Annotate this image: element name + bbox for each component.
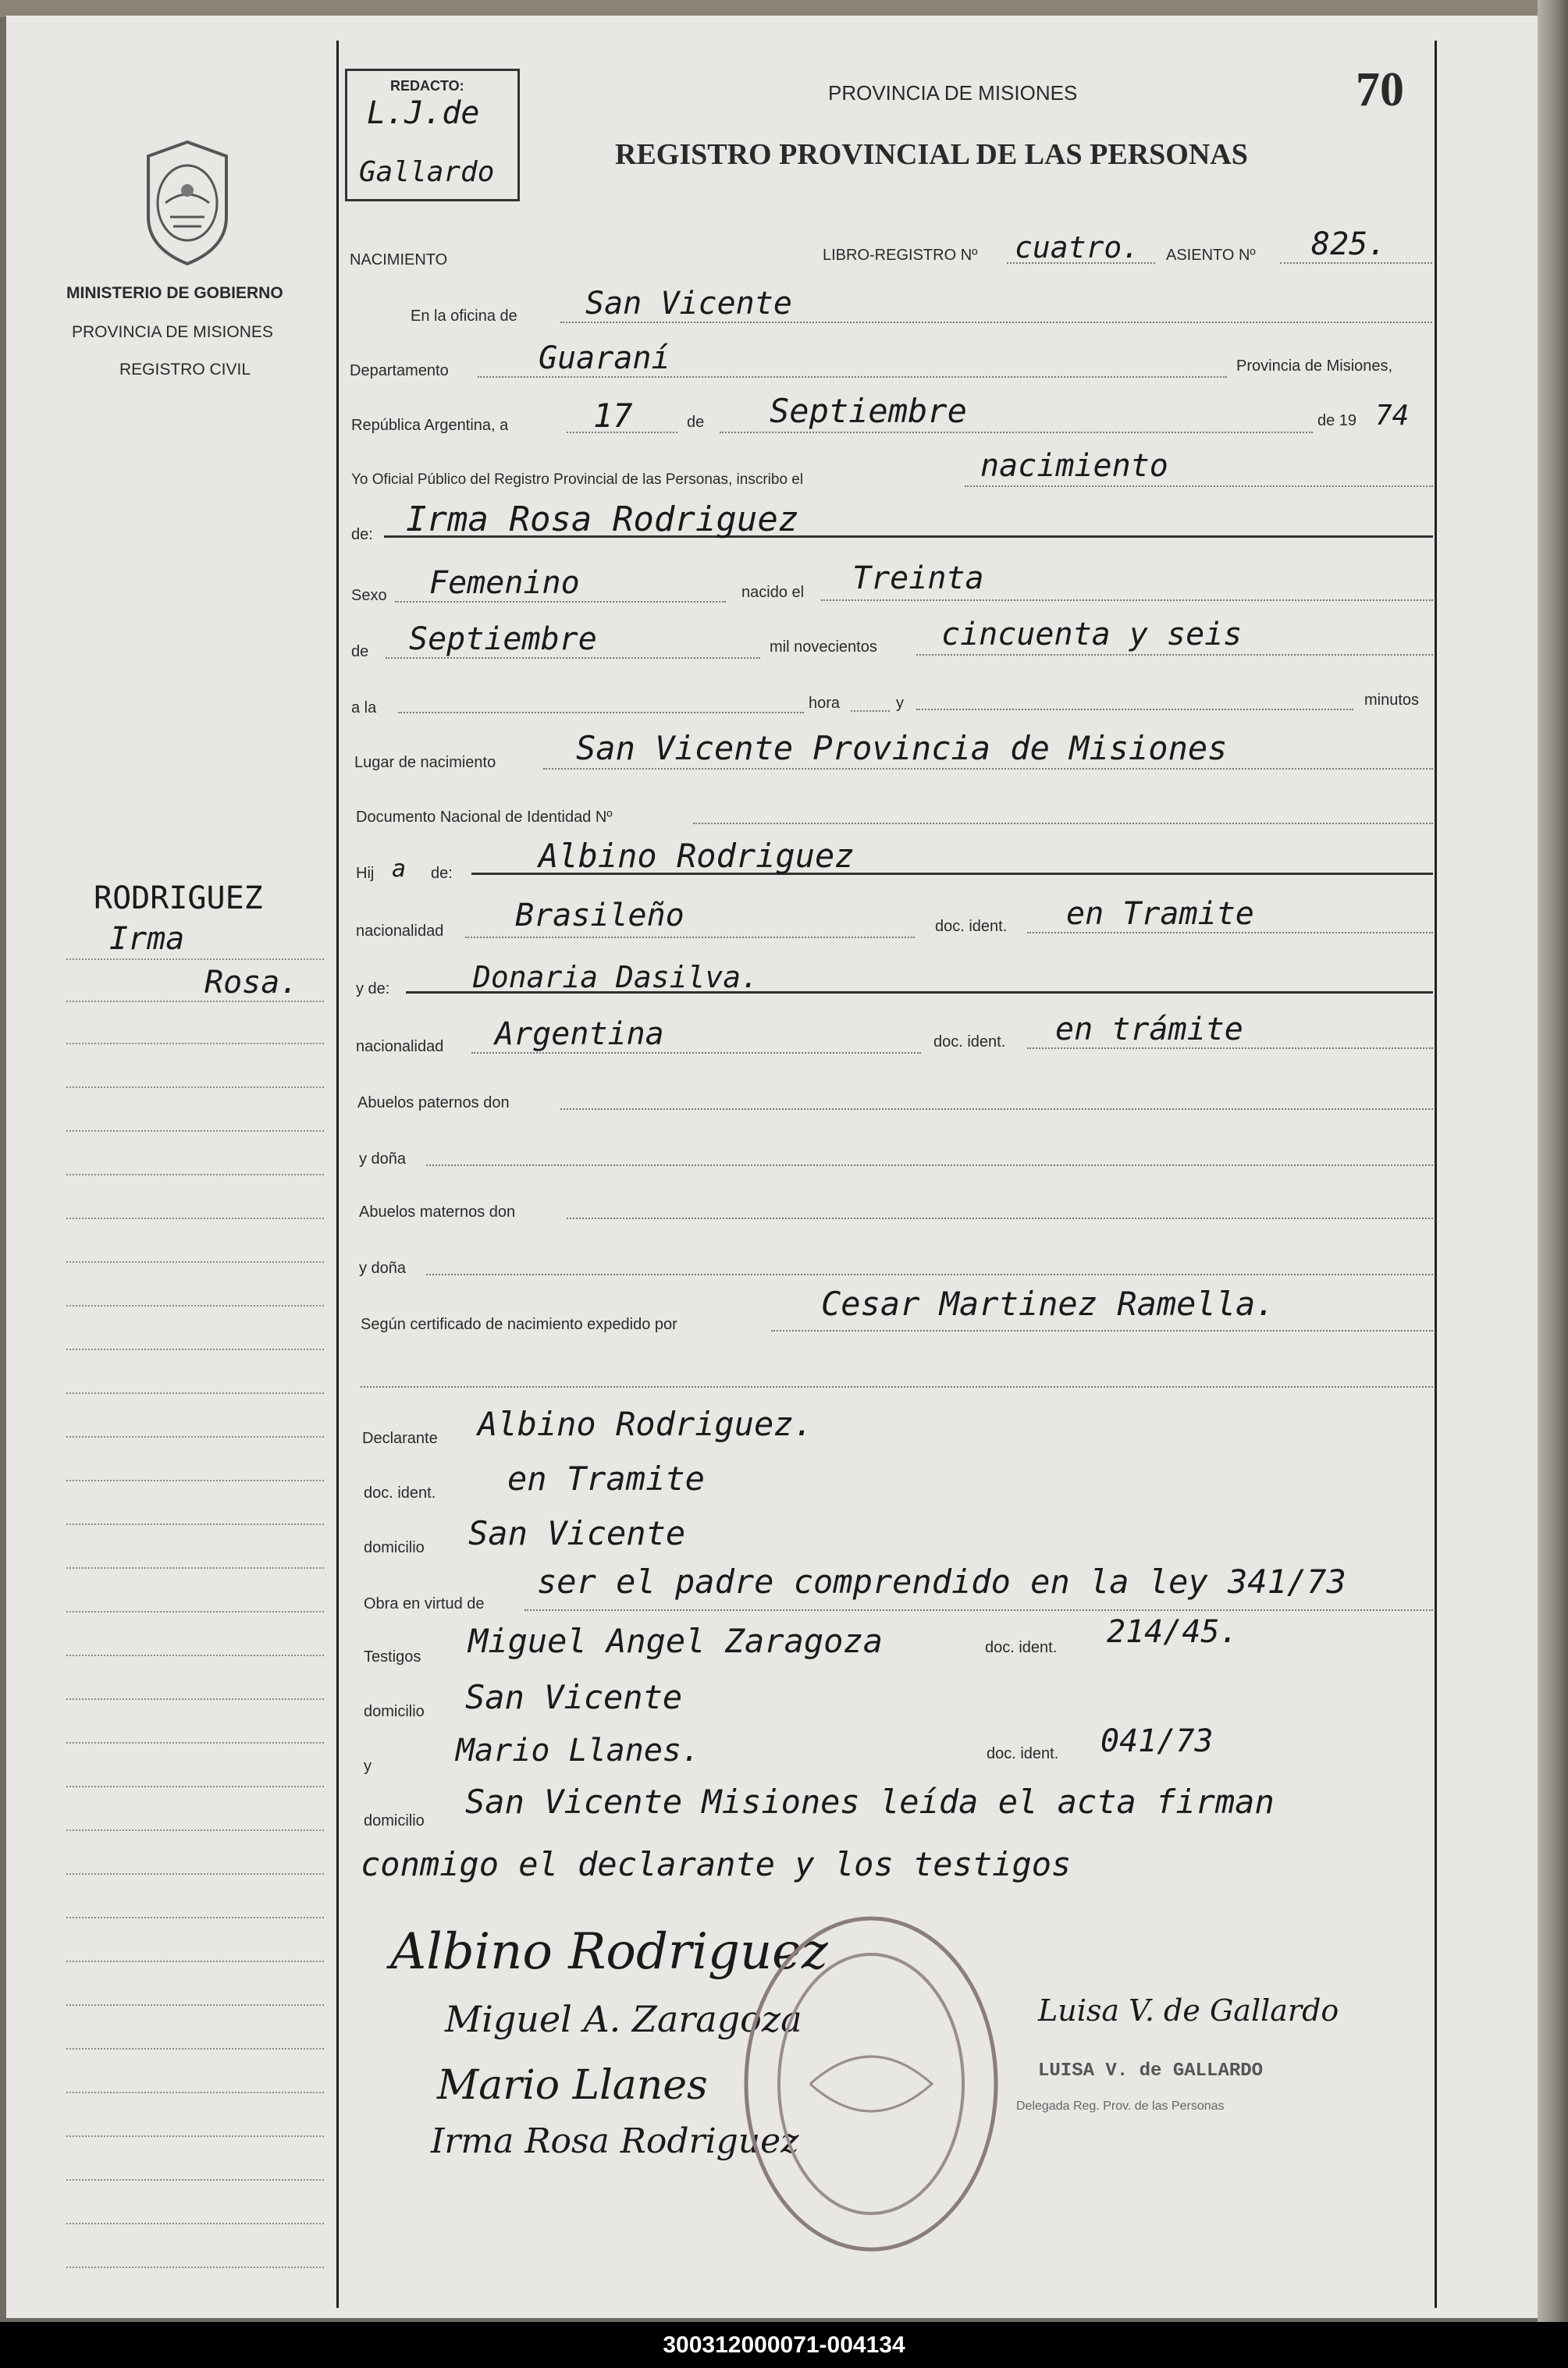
official-name: LUISA V. de GALLARDO (1038, 2060, 1264, 2082)
official-seal-icon (740, 1912, 1002, 2256)
margin-line (66, 1130, 324, 1132)
margin-line (66, 1436, 324, 1438)
doc-padre-value: en Tramite (1066, 896, 1254, 932)
signature-testigo2: Mario Llanes (437, 2062, 708, 2109)
acto-value: nacimiento (980, 448, 1168, 484)
cierre-line-1: San Vicente Misiones leída el acta firman (465, 1783, 1275, 1821)
doc-ident-label-3: doc. ident. (364, 1484, 436, 1502)
y-de-label: y de: (356, 980, 390, 997)
libro-label: LIBRO-REGISTRO Nº (823, 247, 978, 264)
departamento-label: Departamento (350, 362, 449, 379)
oficina-line (560, 322, 1432, 323)
margin-line (66, 1392, 324, 1394)
lugar-value: San Vicente Provincia de Misiones (576, 729, 1228, 767)
margin-line (66, 2223, 324, 2224)
libro-value: cuatro. (1015, 230, 1140, 265)
margin-line (66, 1480, 324, 1481)
yo-oficial-label: Yo Oficial Público del Registro Provincial de las Personas, inscribo el (351, 471, 804, 488)
y-dona-label-2: y doña (359, 1260, 407, 1277)
domicilio-declarante-value: San Vicente (468, 1514, 686, 1552)
departamento-value: Guaraní (539, 340, 670, 376)
redacto-label: REDACTO: (390, 78, 464, 94)
margin-line (66, 1349, 324, 1350)
page-edge (1538, 0, 1568, 2322)
abuela-paterna-line (426, 1164, 1433, 1166)
domicilio-label-1: domicilio (364, 1539, 425, 1556)
obra-line (524, 1609, 1433, 1611)
mes-nac-value: Septiembre (409, 621, 597, 657)
margin-line (66, 1524, 324, 1525)
minutos-label: minutos (1364, 692, 1420, 709)
margin-line (66, 2048, 324, 2050)
lugar-line (543, 768, 1433, 770)
registry-title: REGISTRO PROVINCIAL DE LAS PERSONAS (615, 138, 1248, 171)
nac-madre-line (471, 1052, 921, 1054)
doc-ident-label-2: doc. ident. (933, 1033, 1006, 1051)
province-label-left: PROVINCIA DE MISIONES (72, 323, 273, 341)
certificado-line-2 (361, 1386, 1433, 1388)
nacionalidad-label-1: nacionalidad (356, 923, 444, 940)
left-border-line (336, 41, 339, 2308)
nac-padre-value: Brasileño (515, 898, 684, 933)
margin-line (66, 1611, 324, 1612)
margin-firstname: Irma (109, 921, 185, 957)
province-header: PROVINCIA DE MISIONES (828, 81, 1078, 105)
official-title: Delegada Reg. Prov. de las Personas (1016, 2100, 1225, 2113)
mes-line (720, 432, 1313, 433)
abuelos-paternos-label: Abuelos paternos don (357, 1094, 510, 1111)
signature-inscripta: Irma Rosa Rodriguez (431, 2121, 799, 2161)
asiento-line (1280, 262, 1432, 264)
a-la-label: a la (351, 699, 377, 716)
provincia-misiones-label: Provincia de Misiones, (1236, 357, 1393, 375)
margin-middlename: Rosa. (204, 965, 299, 1001)
margin-line (66, 1829, 324, 1831)
dni-label: Documento Nacional de Identidad Nº (356, 809, 613, 826)
lugar-label: Lugar de nacimiento (354, 754, 496, 771)
margin-line (66, 1086, 324, 1088)
doc-ident-label-1: doc. ident. (935, 918, 1008, 935)
cierre-line-2: conmigo el declarante y los testigos (361, 1845, 1072, 1883)
nac-padre-line (465, 937, 915, 938)
page-number: 70 (1356, 63, 1404, 116)
obra-label: Obra en virtud de (364, 1595, 485, 1612)
margin-line (66, 2135, 324, 2137)
margin-line (66, 1261, 324, 1263)
madre-value: Donaria Dasilva. (473, 960, 759, 994)
hijo-label: Hij (356, 865, 375, 882)
declarante-value: Albino Rodriguez. (478, 1405, 813, 1443)
a-la-line (398, 712, 804, 713)
redacto-value-2: Gallardo (359, 156, 495, 188)
y-label-2: y (364, 1758, 372, 1775)
obra-value: ser el padre comprendido en la ley 341/73 (537, 1563, 1346, 1601)
y-label: y (896, 695, 904, 712)
domicilio-testigo1-value: San Vicente (465, 1678, 683, 1716)
hora-line (851, 710, 890, 712)
margin-line (66, 1174, 324, 1175)
certificado-line (771, 1330, 1433, 1332)
departamento-line (478, 376, 1227, 378)
declarante-label: Declarante (362, 1430, 438, 1447)
doc-testigo2-value: 041/73 (1100, 1723, 1214, 1759)
footer-id: 300312000071-004134 (663, 2332, 905, 2358)
domicilio-label-2: domicilio (364, 1703, 425, 1720)
margin-line (66, 1742, 324, 1744)
margin-line (66, 2004, 324, 2006)
doc-padre-line (1027, 932, 1433, 933)
testigo2-value: Mario Llanes. (456, 1733, 701, 1769)
domicilio-label-3: domicilio (364, 1812, 425, 1829)
registro-civil-label: REGISTRO CIVIL (119, 361, 251, 379)
mes-nac-line (386, 657, 760, 659)
doc-madre-value: en trámite (1055, 1012, 1243, 1047)
testigos-label: Testigos (364, 1648, 421, 1666)
margin-line (66, 2179, 324, 2181)
asiento-value: 825. (1311, 226, 1387, 262)
ministry-label: MINISTERIO DE GOBIERNO (66, 284, 283, 302)
dia-value: 17 (593, 396, 633, 435)
nac-madre-value: Argentina (495, 1016, 664, 1052)
doc-ident-label-5: doc. ident. (987, 1745, 1059, 1762)
official-signature: Luisa V. de Gallardo (1038, 1993, 1339, 2028)
redacto-value-1: L.J.de (367, 95, 480, 131)
abuela-materna-line (426, 1274, 1433, 1275)
oficina-value: San Vicente (585, 286, 792, 322)
margin-line (66, 2092, 324, 2093)
acto-line (965, 485, 1433, 487)
margin-line (66, 958, 324, 960)
margin-line (66, 1655, 324, 1656)
nacimiento-label: NACIMIENTO (350, 251, 448, 268)
signature-testigo1: Miguel A. Zaragoza (445, 1998, 802, 2040)
de-year-label: de 19 (1317, 412, 1357, 429)
margin-line (66, 1873, 324, 1875)
nacido-line (821, 599, 1433, 601)
hijo-suffix-value: a (392, 855, 407, 883)
margin-line (66, 1218, 324, 1219)
margin-line (66, 1917, 324, 1918)
abuelos-maternos-label: Abuelos maternos don (359, 1204, 516, 1221)
doc-ident-label-4: doc. ident. (985, 1639, 1058, 1656)
margin-line (66, 1567, 324, 1569)
top-edge (0, 0, 1568, 17)
de-label-2: de (351, 643, 369, 660)
doc-declarante-value: en Tramite (507, 1460, 705, 1498)
mil-novecientos-label: mil novecientos (770, 638, 877, 656)
certificado-value: Cesar Martinez Ramella. (821, 1285, 1275, 1323)
sexo-line (395, 601, 726, 603)
de-name-label: de: (351, 526, 373, 543)
dni-line (693, 823, 1433, 824)
abuelos-maternos-line (567, 1218, 1433, 1219)
margin-line (66, 1043, 324, 1044)
margin-line (66, 1961, 324, 1962)
margin-line (66, 1698, 324, 1700)
sexo-value: Femenino (429, 565, 580, 601)
signature-declarante: Albino Rodriguez (390, 1923, 828, 1981)
testigo1-value: Miguel Angel Zaragoza (468, 1622, 884, 1660)
nacionalidad-label-2: nacionalidad (356, 1038, 444, 1055)
mes-value: Septiembre (770, 392, 967, 430)
hora-label: hora (809, 695, 841, 712)
right-border-line (1435, 41, 1437, 2308)
nacido-label: nacido el (741, 584, 805, 601)
minutos-line (916, 709, 1353, 710)
anio-nac-value: cincuenta y seis (941, 617, 1243, 652)
margin-surname: RODRIGUEZ (94, 880, 263, 916)
republica-label: República Argentina, a (351, 417, 509, 434)
anio-nac-line (916, 654, 1433, 656)
oficina-label: En la oficina de (411, 308, 517, 325)
anio-value: 74 (1375, 400, 1410, 432)
de-label-1: de (687, 414, 705, 431)
asiento-label: ASIENTO Nº (1166, 247, 1256, 264)
padre-value: Albino Rodriguez (539, 837, 855, 875)
doc-testigo1-value: 214/45. (1107, 1614, 1239, 1650)
margin-line (66, 1305, 324, 1307)
margin-line (66, 2267, 324, 2268)
sexo-label: Sexo (351, 587, 387, 604)
coat-of-arms-icon (139, 139, 236, 268)
y-dona-label-1: y doña (359, 1150, 407, 1168)
abuelos-paternos-line (560, 1108, 1433, 1110)
nacido-value: Treinta (852, 560, 984, 596)
hijo-de-label: de: (431, 865, 453, 882)
margin-line (66, 1001, 324, 1002)
segun-label: Según certificado de nacimiento expedido por (361, 1316, 677, 1333)
doc-madre-line (1027, 1047, 1433, 1049)
nombre-value: Irma Rosa Rodriguez (406, 500, 799, 539)
margin-line (66, 1786, 324, 1787)
